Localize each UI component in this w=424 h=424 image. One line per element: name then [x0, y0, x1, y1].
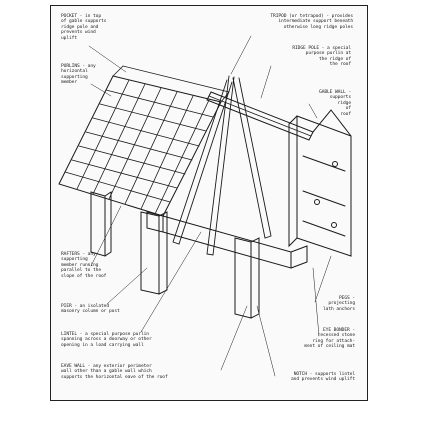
diagram-frame	[50, 5, 368, 401]
label-tripod: TRIPOD (or tetrapod) - provides intermediate support beneath otherwise long ridge poles	[270, 14, 353, 30]
label-pier: PIER - an isolated masonry column or post	[61, 304, 120, 315]
eave-wall	[147, 212, 307, 268]
gable-wall	[289, 110, 351, 256]
piers	[91, 192, 259, 318]
purlin-grid	[59, 66, 229, 216]
label-purlins: PURLINS - any horizontal supporting member	[61, 64, 96, 86]
label-rafters: RAFTERS - any supporting member running parallel to the slope of the roof	[61, 252, 107, 279]
tripod	[173, 76, 271, 255]
label-notch: NOTCH - supports lintel and prevents wind uplift	[291, 372, 355, 383]
label-eave-wall: EAVE WALL - any exterior perimeter wall other than a gable wall which supports the horizontal eave of the roof	[61, 364, 168, 380]
label-eye-bonder: EYE BONDER - recessed stone ring for attach- ment of ceiling mat	[304, 328, 355, 350]
label-pocket: POCKET - in top of gable supports ridge pole and prevents wind uplift	[61, 14, 107, 41]
label-pegs: PEGS - projecting lath anchors	[323, 296, 355, 312]
label-gable-wall: GABLE WALL - supports ridge of roof	[319, 90, 351, 117]
label-ridge-pole: RIDGE POLE - a special purpose purlin at the ridge of the roof	[292, 46, 351, 68]
label-lintel: LINTEL - a special purpose purlin spanning across a doorway or other opening in a load carrying wall	[61, 332, 152, 348]
